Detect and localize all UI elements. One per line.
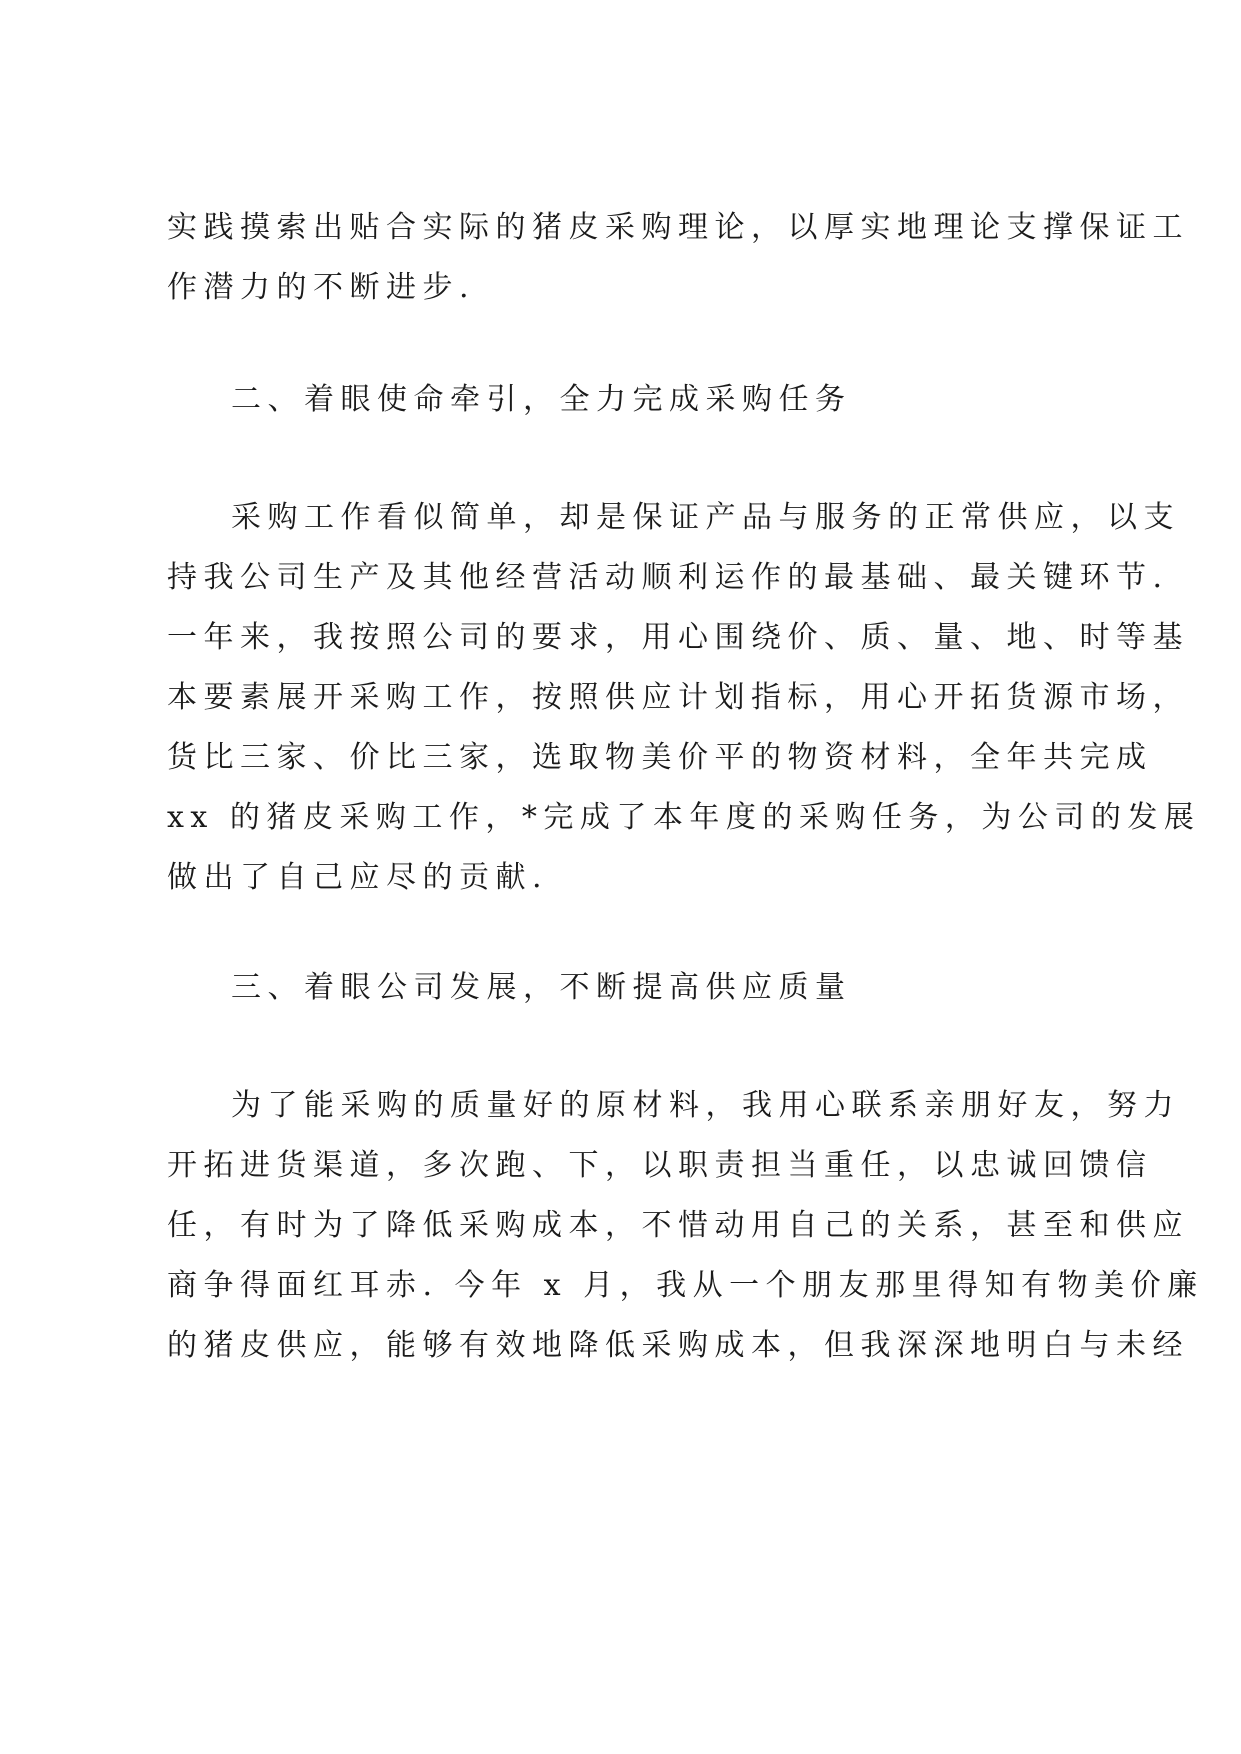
paragraph-line: 商争得面红耳赤. 今年 x 月，我从一个朋友那里得知有物美价廉 <box>167 1268 1204 1303</box>
paragraph-line: 作潜力的不断进步. <box>167 270 476 305</box>
paragraph-line: 采购工作看似简单，却是保证产品与服务的正常供应，以支 <box>231 500 1180 535</box>
paragraph-line: 做出了自己应尽的贡献. <box>167 860 549 895</box>
paragraph-line: xx 的猪皮采购工作，*完成了本年度的采购任务，为公司的发展 <box>167 800 1201 835</box>
paragraph-line: 开拓进货渠道，多次跑、下，以职责担当重任，以忠诚回馈信 <box>167 1148 1153 1183</box>
paragraph-line: 的猪皮供应，能够有效地降低采购成本，但我深深地明白与未经 <box>167 1328 1189 1363</box>
section-heading: 二、着眼使命牵引，全力完成采购任务 <box>231 382 852 417</box>
paragraph-line: 货比三家、价比三家，选取物美价平的物资材料，全年共完成 <box>167 740 1153 775</box>
paragraph-line: 本要素展开采购工作，按照供应计划指标，用心开拓货源市场， <box>167 680 1189 715</box>
paragraph-line: 持我公司生产及其他经营活动顺利运作的最基础、最关键环节. <box>167 560 1169 595</box>
paragraph-line: 为了能采购的质量好的原材料，我用心联系亲朋好友，努力 <box>231 1088 1180 1123</box>
paragraph-line: 任，有时为了降低采购成本，不惜动用自己的关系，甚至和供应 <box>167 1208 1189 1243</box>
paragraph-line: 实践摸索出贴合实际的猪皮采购理论，以厚实地理论支撑保证工 <box>167 210 1189 245</box>
paragraph-line: 一年来，我按照公司的要求，用心围绕价、质、量、地、时等基 <box>167 620 1189 655</box>
section-heading: 三、着眼公司发展，不断提高供应质量 <box>231 970 852 1005</box>
